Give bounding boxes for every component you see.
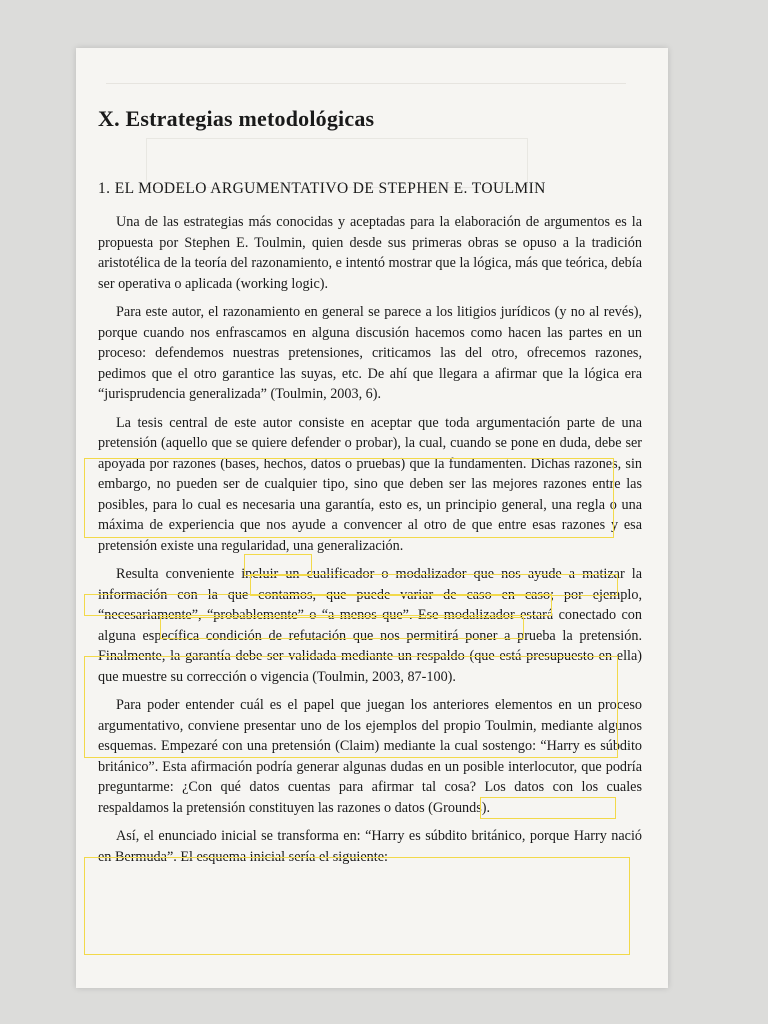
- paragraph-3: La tesis central de este autor consiste en aceptar que toda argumentación parte de una pretensión (aquello que se quiere defender o probar), la cual, cuando se pone en duda, debe ser apoyada por razones (bases, hechos, datos o pruebas) que la fundamenten. Dichas razones, sin embargo, no pueden ser de cualquier tipo, sino que deben ser las mejores razones entre las posibles, para lo cual es necesaria una garantía, esto es, un principio general, una regla o una máxima de experiencia que nos ayude a convencer al otro de que entre esas razones y esa pretensión existe una regularidad, una generalización.: [98, 414, 642, 554]
- paragraph-2: Para este autor, el razonamiento en general se parece a los litigios jurídicos (y no al revés), porque cuando nos enfrascamos en alguna discusión hacemos como hacen las partes en un proceso: defendemos nuestras pretensiones, criticamos las del otro, ofrecemos razones, pedimos que el otro garantice las suyas, etc. De ahí que llegara a afirmar que la lógica era “jurisprudencia generalizada” (Toulmin, 2003, 6).: [98, 304, 642, 402]
- paragraph-1: Una de las estrategias más conocidas y aceptadas para la elaboración de argumentos es la propuesta por Stephen E. Toulmin, quien desde sus primeras obras se opuso a la tradición aristotélica de la teoría del razonamiento, e intentó mostrar que la lógica, más que teórica, debía ser operativa o aplicada (working logic).: [98, 214, 642, 292]
- book-page: [76, 48, 668, 988]
- paragraph-4: Resulta conveniente incluir un cualificador o modalizador que nos ayude a matizar la información con la que contamos, que puede variar de caso en caso; por ejemplo, “necesariamente”, “probablemente” o “a menos que”. Ese modalizador estará conectado con alguna específica condición de refutación que nos permitirá poner a prueba la pretensión. Finalmente, la garantía debe ser validada mediante un respaldo (que está presupuesto en ella) que muestre su corrección o vigencia (Toulmin, 2003, 87-100).: [98, 566, 642, 685]
- bleed-through-header: [106, 73, 626, 84]
- paragraph-5: Para poder entender cuál es el papel que juegan los anteriores elementos en un proceso argumentativo, conviene presentar uno de los ejemplos del propio Toulmin, mediante algunos esquemas. Empezaré con una pretensión (Claim) mediante la cual sostengo: “Harry es súbdito británico”. Esta afirmación podría generar algunas dudas en un posible interlocutor, que podría preguntarme: ¿Con qué datos cuentas para afirmar tal cosa? Los datos con los cuales respaldamos la pretensión constituyen las razones o datos (Grounds).: [98, 697, 642, 816]
- section-title: 1. EL MODELO ARGUMENTATIVO DE STEPHEN E. TOULMIN: [98, 180, 546, 197]
- paragraph-6: Así, el enunciado inicial se transforma en: “Harry es súbdito británico, porque Harry nació en Bermuda”. El esquema inicial sería el siguiente:: [98, 828, 642, 865]
- page-content: [98, 106, 642, 875]
- chapter-title: X. Estrategias metodológicas: [98, 106, 375, 131]
